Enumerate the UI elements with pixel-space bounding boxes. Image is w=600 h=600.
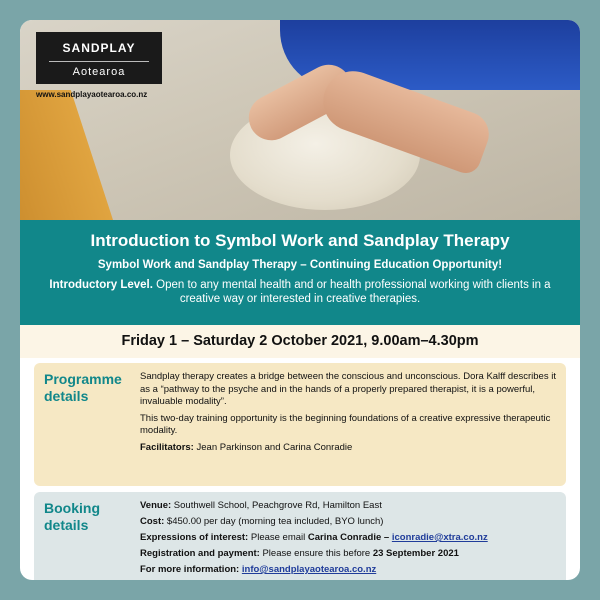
registration	[140, 548, 558, 560]
registration-date: 23 September 2021	[372, 548, 459, 559]
level-text: Open to any mental health and or health professional working with clients in a creative way or interested in creative therapies.	[152, 279, 551, 305]
registration-label: Registration and payment:	[140, 548, 260, 559]
website-url: www.sandplayaotearoa.co.nz	[36, 90, 148, 99]
logo-divider	[49, 61, 149, 62]
page-subtitle: Symbol Work and Sandplay Therapy – Continuing Education Opportunity!	[97, 259, 503, 271]
registration-text: Please ensure this before	[259, 548, 373, 559]
photo-tray-edge	[20, 90, 129, 220]
venue	[140, 500, 558, 512]
programme-panel	[34, 363, 566, 486]
expressions-of-interest	[140, 532, 558, 544]
logo-line2: Aotearoa	[72, 66, 126, 78]
booking-body	[140, 500, 558, 576]
info-email-link[interactable]: info@sandplayaotearoa.co.nz	[241, 564, 377, 575]
info-label: For more information:	[140, 564, 240, 575]
logo-line1: SANDPLAY	[62, 41, 136, 55]
event-dates: Friday 1 – Saturday 2 October 2021, 9.00am–4.30pm	[20, 325, 580, 358]
programme-para2: This two-day training opportunity is the beginning foundations of a creative expressive therapeutic modality.	[140, 412, 551, 436]
more-information	[140, 564, 558, 576]
level-description	[38, 278, 562, 306]
interest-text: Please email	[248, 532, 308, 543]
facilitators-names: Jean Parkinson and Carina Conradie	[193, 441, 353, 453]
hero-photo	[20, 20, 580, 220]
page-title: Introduction to Symbol Work and Sandplay Therapy	[90, 231, 510, 250]
cost-label: Cost:	[140, 516, 165, 527]
interest-email-link[interactable]: iconradie@xtra.co.nz	[391, 532, 488, 543]
cost-text: $450.00 per day (morning tea included, BYO lunch)	[164, 516, 384, 527]
programme-label: Programme details	[44, 371, 122, 404]
booking-panel	[34, 492, 566, 580]
booking-label: Booking details	[44, 500, 100, 533]
venue-text: Southwell School, Peachgrove Rd, Hamilton East	[171, 500, 382, 511]
programme-para1: Sandplay therapy creates a bridge between the conscious and unconscious. Dora Kalff describes it as a “pathway to the psyche and in the hands of a properly prepared therapist, it is a powerful, invaluable modality”.	[140, 371, 556, 407]
facilitators-label: Facilitators:	[140, 441, 194, 453]
cost	[140, 516, 558, 528]
sandplay-logo	[36, 32, 162, 84]
header-band	[20, 220, 580, 325]
interest-label: Expressions of interest:	[140, 532, 249, 543]
venue-label: Venue:	[140, 500, 172, 511]
interest-dash: –	[381, 532, 392, 543]
interest-name: Carina Conradie	[307, 532, 382, 543]
facilitators	[140, 442, 558, 455]
flyer-card	[20, 20, 580, 580]
programme-body	[140, 371, 558, 454]
level-label: Introductory Level.	[49, 279, 153, 291]
